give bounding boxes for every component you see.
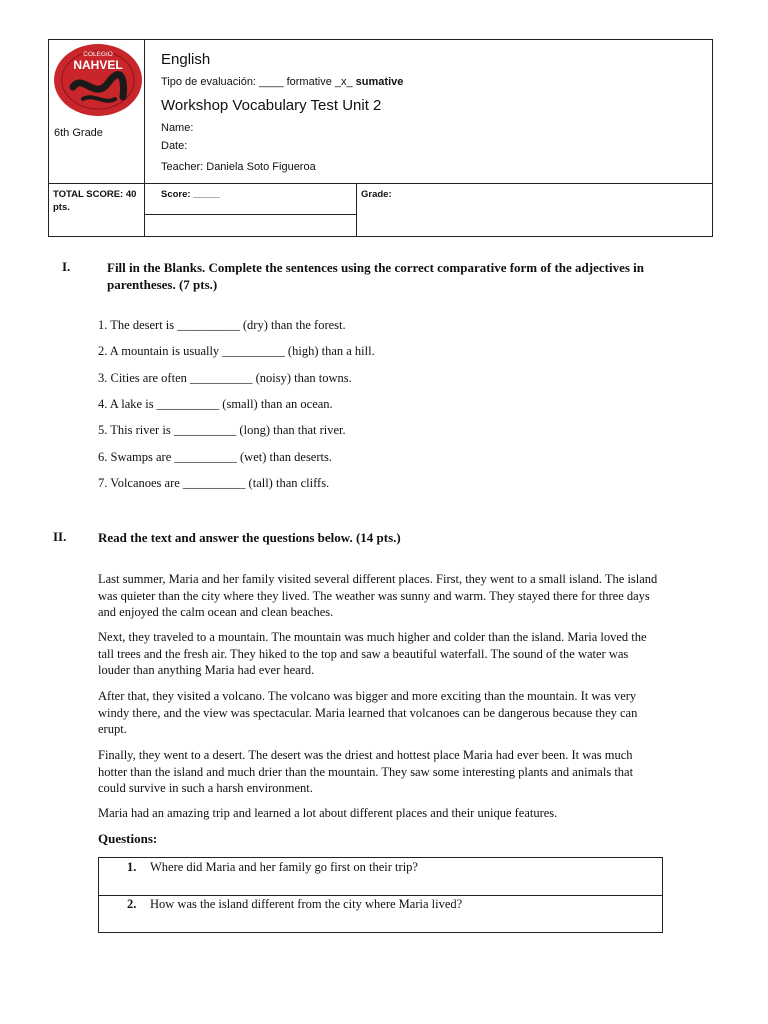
reading-paragraph: After that, they visited a volcano. The volcano was bigger and more exciting than the mountain. It was very windy there, and the view was spectacular. Maria learned that volcanoes can be dangerous because they can erupt. <box>98 689 638 736</box>
teacher-label: Teacher: Daniela Soto Figueroa <box>161 161 316 173</box>
fill-blank-item: 3. Cities are often __________ (noisy) than towns. <box>98 371 352 385</box>
reading-paragraph: Maria had an amazing trip and learned a lot about different places and their unique features. <box>98 806 558 820</box>
date-label: Date: <box>161 140 188 152</box>
grade-label: Grade: <box>361 189 392 200</box>
question-text: How was the island different from the city where Maria lived? <box>150 897 463 911</box>
reading-paragraph: Last summer, Maria and her family visited several different places. First, they went to a small island. The island was quieter than the city where they lived. The weather was sunny and warm. They stayed there for three days and enjoyed the calm ocean and clean beaches. <box>98 572 658 619</box>
grade-level: 6th Grade <box>54 127 103 139</box>
evaluation-sumative: sumative <box>355 76 404 88</box>
questions-table <box>98 857 663 933</box>
total-score: TOTAL SCORE: 40 pts. <box>53 189 137 213</box>
page-title: Workshop Vocabulary Test Unit 2 <box>161 97 382 114</box>
question-text: Where did Maria and her family go first on their trip? <box>150 860 418 874</box>
divider <box>99 895 662 896</box>
divider <box>49 183 712 184</box>
divider <box>356 183 357 236</box>
question-number: 1. <box>127 860 137 874</box>
score-label: Score: _____ <box>161 189 220 200</box>
question-number: 2. <box>127 897 137 911</box>
fill-blank-item: 2. A mountain is usually __________ (high) than a hill. <box>98 344 375 358</box>
subject: English <box>161 51 211 68</box>
section-2-number: II. <box>53 529 67 544</box>
fill-blank-item: 5. This river is __________ (long) than that river. <box>98 423 346 437</box>
evaluation-type <box>161 76 403 88</box>
section-1-number: I. <box>62 259 71 274</box>
name-label: Name: <box>161 122 194 134</box>
reading-paragraph: Finally, they went to a desert. The desert was the driest and hottest place Maria had ever been. It was much hotter than the island and much drier than the mountain. They saw some interesting plants and animals that could survive in such a harsh environment. <box>98 748 634 795</box>
evaluation-type-text: Tipo de evaluación: ____ formative _x_ <box>161 76 353 88</box>
fill-blank-item: 1. The desert is __________ (dry) than the forest. <box>98 318 346 332</box>
logo-text-main: NAHVEL <box>73 58 123 72</box>
section-2-instruction: Read the text and answer the questions below. (14 pts.) <box>98 530 401 545</box>
school-logo <box>53 43 143 117</box>
section-1-instruction: Fill in the Blanks. Complete the sentences using the correct comparative form of the adjectives in parentheses. (7 pts.) <box>107 260 645 292</box>
fill-blank-item: 6. Swamps are __________ (wet) than deserts. <box>98 450 332 464</box>
questions-label: Questions: <box>98 831 158 846</box>
fill-blank-item: 4. A lake is __________ (small) than an ocean. <box>98 397 333 411</box>
divider <box>144 214 356 215</box>
logo-text-top: COLEGIO <box>83 51 113 58</box>
header-table <box>48 39 713 237</box>
fill-blank-item: 7. Volcanoes are __________ (tall) than cliffs. <box>98 476 330 490</box>
reading-paragraph: Next, they traveled to a mountain. The mountain was much higher and colder than the island. Maria loved the tall trees and the fresh air. They hiked to the top and saw a beautiful waterfall. The sound of the water was louder than anything Maria had ever heard. <box>98 630 647 677</box>
